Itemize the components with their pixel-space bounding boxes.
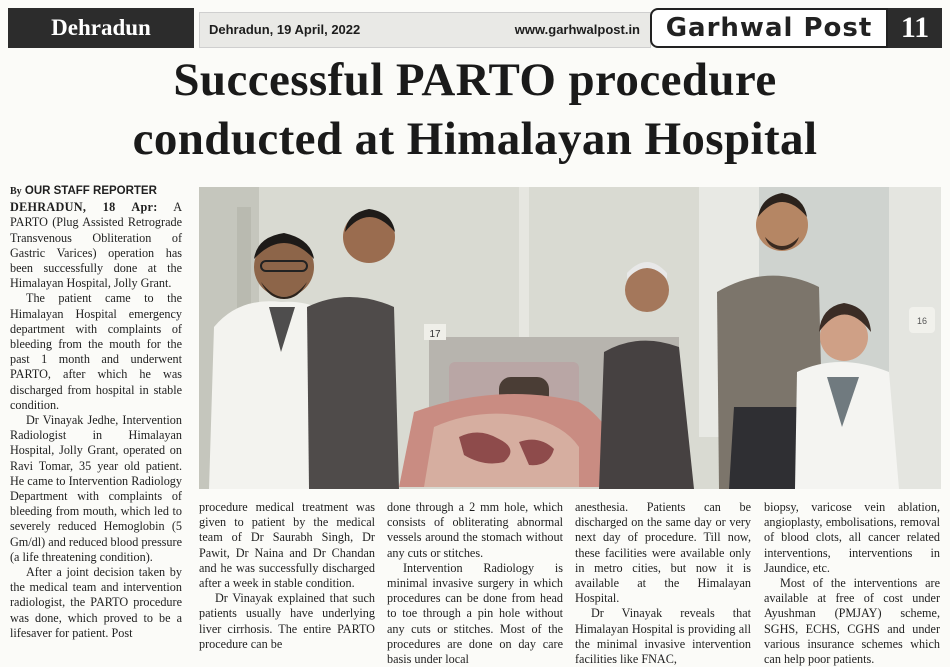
headline-line-2: conducted at Himalayan Hospital bbox=[132, 113, 818, 165]
paragraph: procedure medical treatment was given to patient by the medical team of Dr Saurabh Singh, Dr Pawit, Dr Naina and Dr Chandan and he was successfully discharged after a week in stable condition. bbox=[199, 500, 375, 591]
article-column-3 bbox=[387, 500, 563, 667]
article-headline bbox=[10, 51, 940, 169]
paragraph: After a joint decision taken by the medical team and intervention radiologist, the PARTO procedure was done, which proved to be a lifesaver for patient. Post bbox=[10, 565, 182, 640]
bed-number-label: 17 bbox=[429, 329, 441, 340]
paragraph: done through a 2 mm hole, which consists of obliterating abnormal vessels around the stomach without any cuts or stitches. bbox=[387, 500, 563, 560]
paragraph: Dr Vinayak explained that such patients usually have underlying liver cirrhosis. The entire PARTO procedure can be bbox=[199, 591, 375, 651]
article-photo bbox=[199, 187, 941, 489]
masthead bbox=[8, 8, 942, 50]
paragraph: The patient came to the Himalayan Hospital emergency department with complaints of bleeding from the mouth for the past 1 month and underwent PARTO, after which he was discharged from hospital in stable condition. bbox=[10, 291, 182, 412]
byline bbox=[10, 184, 182, 199]
article-column-4 bbox=[575, 500, 751, 667]
article-column-5 bbox=[764, 500, 940, 667]
paragraph-text: A PARTO (Plug Assisted Retrograde Transvenous Obliteration of Gastric Varices) operation has been successfully done at the Himalayan Hospital, Jolly Grant. bbox=[10, 200, 182, 291]
article-column-1 bbox=[10, 184, 182, 641]
byline-prefix: By bbox=[10, 186, 22, 197]
wall-sign-number: 16 bbox=[916, 316, 928, 326]
byline-text: OUR STAFF REPORTER bbox=[24, 185, 157, 197]
website-url[interactable]: www.garhwalpost.in bbox=[514, 22, 640, 37]
page-number: 11 bbox=[888, 8, 942, 48]
section-label: Dehradun bbox=[8, 8, 194, 48]
paragraph: Most of the interventions are available at free of cost under Ayushman (PMJAY) scheme, SGHS, ECHS, CGHS and under various insurance schemes which can help poor patients. bbox=[764, 576, 940, 667]
newspaper-logo: Garhwal Post bbox=[650, 8, 888, 48]
paragraph: Intervention Radiology is minimal invasive surgery in which procedures can be done from head to toe through a pin hole without any cuts or stitches. Most of the procedures are done on day care basis under local bbox=[387, 560, 563, 667]
paragraph: Dr Vinayak reveals that Himalayan Hospital is providing all the minimal invasive intervention facilities like FNAC, bbox=[575, 606, 751, 667]
hospital-room-photo bbox=[199, 187, 941, 489]
dateline-bar bbox=[199, 12, 651, 48]
article-dateline: DEHRADUN, 18 Apr: bbox=[10, 200, 158, 215]
issue-date: Dehradun, 19 April, 2022 bbox=[209, 22, 361, 37]
paragraph bbox=[10, 200, 182, 291]
paragraph: anesthesia. Patients can be discharged on the same day or very next day of procedure. Till now, these facilities were available only in metro cities, but now it is available at the Himalayan Hospital. bbox=[575, 500, 751, 606]
headline-line-1: Successful PARTO procedure bbox=[173, 54, 777, 106]
paragraph: Dr Vinayak Jedhe, Intervention Radiologist in Himalayan Hospital, Jolly Grant, operated on Ravi Tomar, 35 year old patient. He came to Intervention Radiology Department with complaints of bleeding from mouth, which led to severely reduced Hemoglobin (5 Gm/dl) and reduced blood pressure (a life threatening condition). bbox=[10, 413, 182, 564]
paragraph: biopsy, varicose vein ablation, angioplasty, embolisations, removal of blood clots, all cancer related interventions, interventions in Jaundice, etc. bbox=[764, 500, 940, 575]
article-column-2 bbox=[199, 500, 375, 652]
